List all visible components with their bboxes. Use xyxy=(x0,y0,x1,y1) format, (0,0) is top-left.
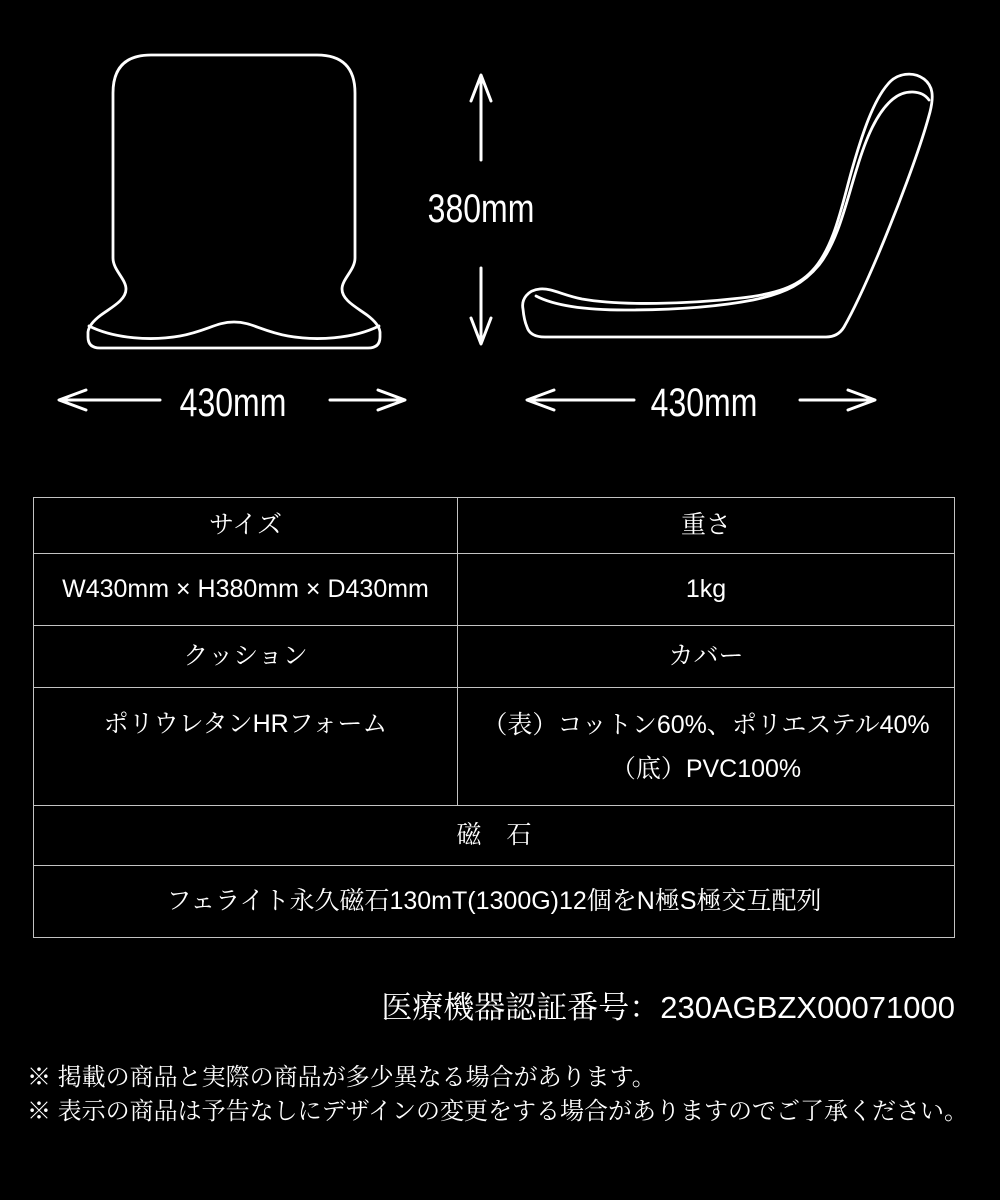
arrow-left-icon xyxy=(527,390,634,410)
spec-table xyxy=(33,497,955,938)
spec-cover-value xyxy=(458,688,955,806)
table-row xyxy=(34,866,955,938)
spec-header-magnet: 磁 石 xyxy=(34,806,955,866)
seat-side-view-drawing xyxy=(523,74,933,337)
front-view-base-wave-line xyxy=(89,322,379,339)
seat-front-view-drawing xyxy=(88,55,380,348)
cushion-material-text: ポリウレタンHRフォーム xyxy=(103,710,388,739)
note-line: ※ 表示の商品は予告なしにデザインの変更をする場合がありますのでご了承ください。 xyxy=(27,1098,968,1125)
table-row xyxy=(34,554,955,626)
table-row xyxy=(34,498,955,554)
spec-cushion-value xyxy=(34,688,458,806)
side-view-outline xyxy=(523,74,933,337)
medical-device-certification-number: 医療機器認証番号：230AGBZX00071000 xyxy=(381,990,955,1025)
spec-header-cover: カバー xyxy=(458,626,955,688)
spec-header-cushion: クッション xyxy=(34,626,458,688)
arrow-left-icon xyxy=(59,390,160,410)
side-view-seam-line xyxy=(536,92,929,310)
note-line: ※ 掲載の商品と実際の商品が多少異なる場合があります。 xyxy=(27,1064,656,1091)
cover-material-line1: （表）コットン60%、ポリエステル40% xyxy=(482,710,930,739)
spec-header-size: サイズ xyxy=(34,498,458,554)
arrow-up-icon xyxy=(471,75,491,160)
disclaimer-notes xyxy=(27,1061,968,1129)
table-row xyxy=(34,688,955,806)
table-row xyxy=(34,806,955,866)
front-view-outline xyxy=(88,55,380,348)
side-depth-dimension-label: 430mm xyxy=(650,381,758,425)
arrow-down-icon xyxy=(471,268,491,344)
spec-magnet-value: フェライト永久磁石130mT(1300G)12個をN極S極交互配列 xyxy=(34,866,955,938)
dimension-diagram xyxy=(0,0,1000,470)
seat-dimension-drawings xyxy=(0,0,1000,470)
spec-size-value: W430mm × H380mm × D430mm xyxy=(34,554,458,626)
cover-material-line2: （底）PVC100% xyxy=(610,754,802,783)
spec-header-weight: 重さ xyxy=(458,498,955,554)
height-dimension-label: 380mm xyxy=(427,187,535,231)
arrow-right-icon xyxy=(800,390,875,410)
arrow-right-icon xyxy=(330,390,405,410)
front-width-dimension-label: 430mm xyxy=(179,381,287,425)
spec-weight-value: 1kg xyxy=(458,554,955,626)
table-row xyxy=(34,626,955,688)
